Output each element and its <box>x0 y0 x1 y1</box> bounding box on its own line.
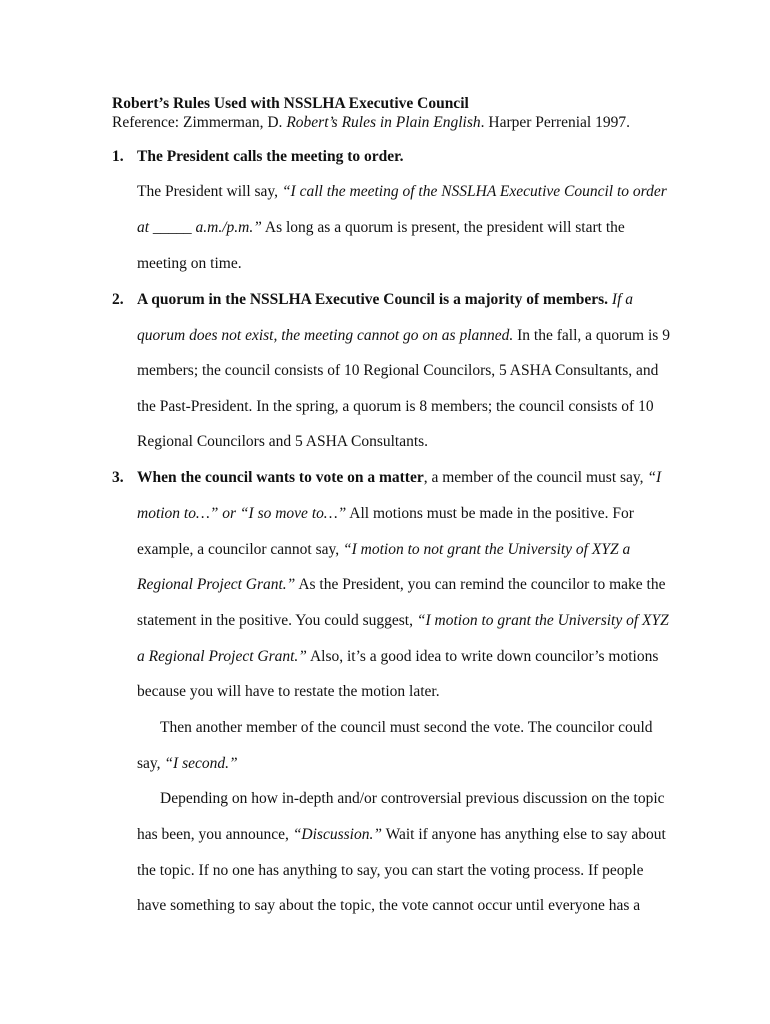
item-line: the Past-President. In the spring, a quorum is 8 members; the council consists of 10 <box>137 398 654 415</box>
reference-prefix: Reference: Zimmerman, D. <box>112 114 287 131</box>
item-line: members; the council consists of 10 Regional Councilors, 5 ASHA Consultants, and <box>137 362 659 379</box>
reference-suffix: . Harper Perrenial 1997. <box>480 114 630 131</box>
paragraph-line: Then another member of the council must second the vote. The councilor could <box>160 719 653 736</box>
item-line: motion to…” or “I so move to…” All motions must be made in the positive. For <box>137 505 634 522</box>
item-line: quorum does not exist, the meeting cannot go on as planned. In the fall, a quorum is 9 <box>137 327 670 344</box>
reference-line <box>112 113 630 132</box>
item-heading: A quorum in the NSSLHA Executive Council is a majority of members. If a <box>137 291 633 308</box>
paragraph-line: the topic. If no one has anything to say, you can start the voting process. If people <box>137 862 644 879</box>
paragraph-line: have something to say about the topic, the vote cannot occur until everyone has a <box>137 897 641 914</box>
reference-book-title: Robert’s Rules in Plain English <box>286 114 481 131</box>
item-heading: The President calls the meeting to order. <box>137 148 404 165</box>
item-line: a Regional Project Grant.” Also, it’s a good idea to write down councilor’s motions <box>137 648 659 665</box>
item-line: The President will say, “I call the meeting of the NSSLHA Executive Council to order <box>137 183 667 200</box>
paragraph-line: has been, you announce, “Discussion.” Wait if anyone has anything else to say about <box>137 826 666 843</box>
item-line: because you will have to restate the motion later. <box>137 683 440 700</box>
item-heading: When the council wants to vote on a matter, a member of the council must say, “I <box>137 469 662 486</box>
item-number: 2. <box>112 291 124 308</box>
item-number: 1. <box>112 148 124 165</box>
item-line: statement in the positive. You could suggest, “I motion to grant the University of XYZ <box>137 612 669 629</box>
paragraph-line: Depending on how in-depth and/or controversial previous discussion on the topic <box>160 790 665 807</box>
item-line: example, a councilor cannot say, “I motion to not grant the University of XYZ a <box>137 541 631 558</box>
document-title: Robert’s Rules Used with NSSLHA Executive Council <box>112 95 469 112</box>
item-line: meeting on time. <box>137 255 242 272</box>
item-line: Regional Project Grant.” As the President, you can remind the councilor to make the <box>137 576 666 593</box>
item-line: Regional Councilors and 5 ASHA Consultants. <box>137 433 429 450</box>
document-header <box>112 94 630 132</box>
item-line: at _____ a.m./p.m.” As long as a quorum is present, the president will start the <box>137 219 625 236</box>
item-number: 3. <box>112 469 124 486</box>
paragraph-line: say, “I second.” <box>137 755 238 772</box>
